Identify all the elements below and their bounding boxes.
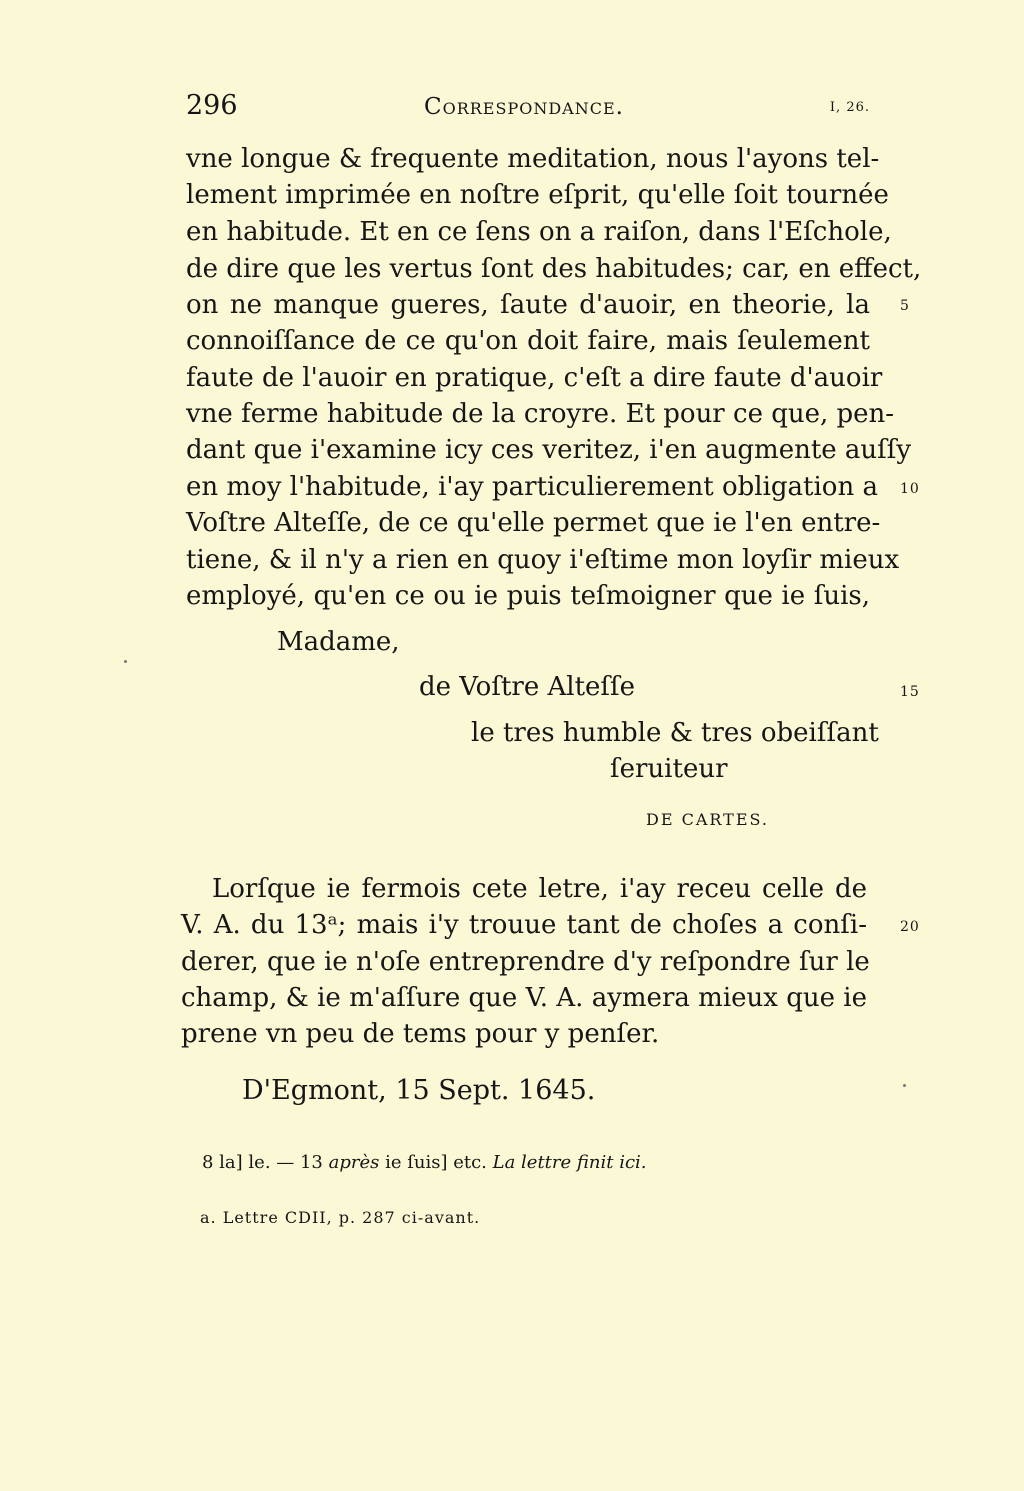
text-line: Voſtre Alteſſe, de ce qu'elle permet que ie l'en entre- xyxy=(186,508,881,538)
closing-line: de Voſtre Alteſſe xyxy=(419,672,636,702)
text-line: dant que i'examine icy ces veritez, i'en augmente auſſy xyxy=(186,435,912,465)
text-line: on ne manque gueres, ſaute d'auoir, en theorie, la xyxy=(186,290,870,320)
variant-note xyxy=(202,1152,647,1173)
note-text: ie ſuis] etc. xyxy=(379,1152,493,1173)
note-text-italic: La lettre finit ici. xyxy=(492,1152,647,1173)
text-line: employé, qu'en ce ou ie puis teſmoigner que ie ſuis, xyxy=(186,581,870,611)
text-line: champ, & ie m'aſſure que V. A. aymera mieux que ie xyxy=(181,983,867,1013)
closing-line: le tres humble & tres obeiſſant xyxy=(471,718,879,748)
line-number: 15 xyxy=(900,684,920,700)
note-text-italic: après xyxy=(328,1152,380,1173)
paper-speck xyxy=(124,660,127,663)
paper-speck xyxy=(903,1084,906,1087)
text-line: de dire que les vertus ſont des habitudes; car, en effect, xyxy=(186,254,922,284)
text-line: vne longue & frequente meditation, nous l'ayons tel- xyxy=(186,144,880,174)
page-number: 296 xyxy=(186,90,238,121)
text-line: tiene, & il n'y a rien en quoy i'eſtime mon loyſir mieux xyxy=(186,545,900,575)
text-line: faute de l'auoir en pratique, c'eſt a dire faute d'auoir xyxy=(186,363,883,393)
letter-reference: I, 26. xyxy=(829,100,870,115)
text-line: V. A. du 13ᵃ; mais i'y trouue tant de choſes a conſi- xyxy=(181,910,867,940)
text-line: connoiſſance de ce qu'on doit faire, mais ſeulement xyxy=(186,326,870,356)
line-number: 20 xyxy=(900,919,920,935)
running-title: Correspondance. xyxy=(424,94,624,120)
text-line: lement imprimée en noſtre eſprit, qu'elle ſoit tournée xyxy=(186,180,889,210)
line-number: 5 xyxy=(900,298,910,314)
page-header xyxy=(186,90,872,126)
note-text: 8 la] le. — 13 xyxy=(202,1152,329,1173)
signature: DE CARTES. xyxy=(646,810,769,829)
salutation: Madame, xyxy=(277,627,400,657)
text-line: en moy l'habitude, i'ay particulierement obligation a xyxy=(186,472,878,502)
text-line: en habitude. Et en ce ſens on a raiſon, dans l'Eſchole, xyxy=(186,217,892,247)
line-number: 10 xyxy=(900,481,920,497)
text-line: vne ferme habitude de la croyre. Et pour ce que, pen- xyxy=(186,399,895,429)
text-line: prene vn peu de tems pour y penſer. xyxy=(181,1019,660,1049)
text-line: Lorſque ie fermois cete letre, i'ay receu celle de xyxy=(212,874,867,904)
date-line: D'Egmont, 15 Sept. 1645. xyxy=(242,1075,596,1106)
footnote: a. Lettre CDII, p. 287 ci-avant. xyxy=(200,1208,481,1227)
text-line: derer, que ie n'oſe entreprendre d'y reſpondre ſur le xyxy=(181,947,870,977)
closing-line: ſeruiteur xyxy=(610,754,728,784)
